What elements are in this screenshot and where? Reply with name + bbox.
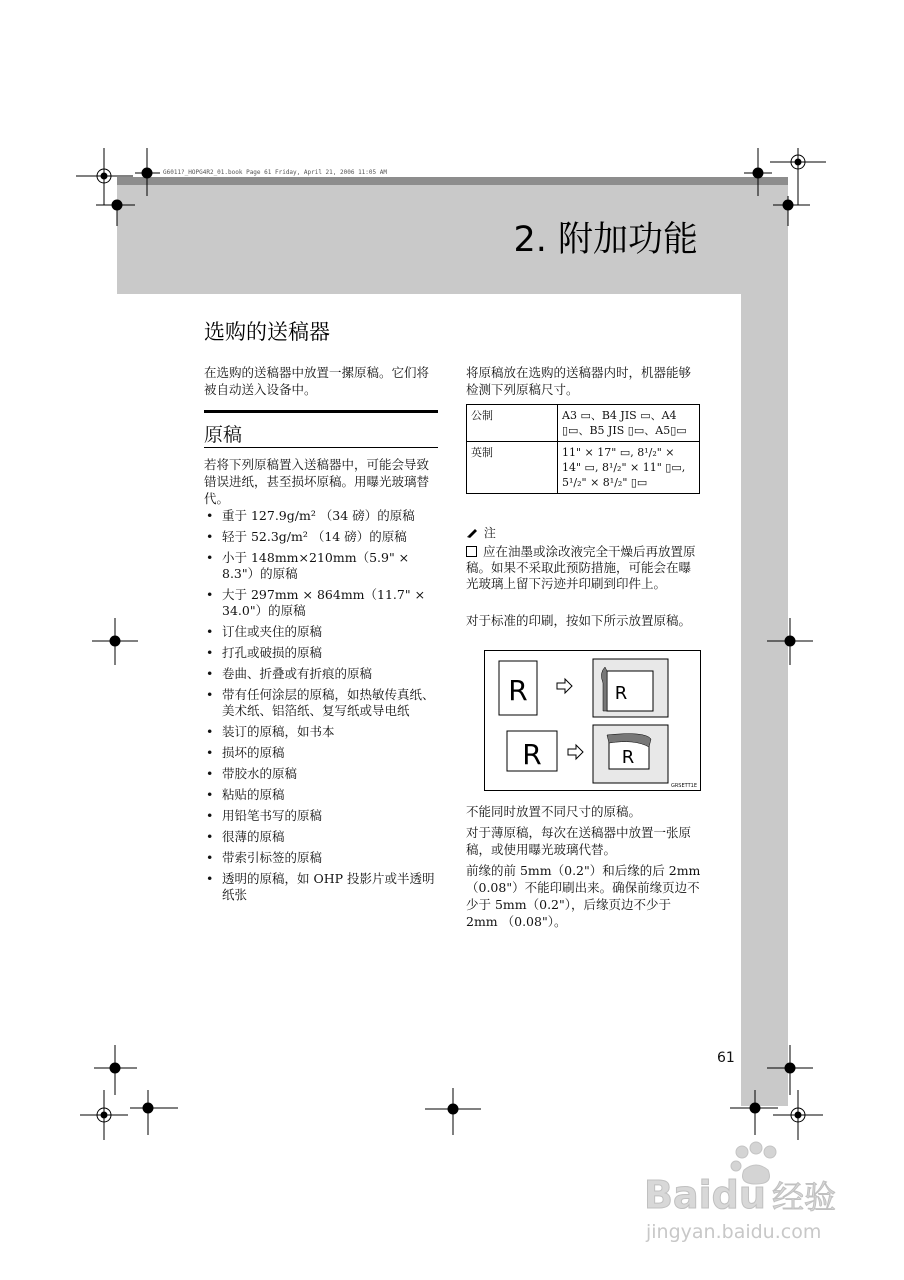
placed-letter-2: R (621, 747, 635, 768)
pencil-icon (466, 526, 480, 538)
crop-mark-bottom-right (730, 1045, 823, 1140)
arrow-icon (557, 679, 572, 693)
size-table (466, 404, 700, 494)
figure-code: GRSETT1E (670, 783, 697, 789)
table-cell-label: 英制 (467, 442, 558, 494)
placement-diagram (485, 651, 700, 790)
list-item: • 带有任何涂层的原稿，如热敏传真纸、美术纸、铝箔纸、复写纸或导电纸 (204, 687, 440, 719)
right-intro-paragraph: 将原稿放在选购的送稿器内时，机器能够检测下列原稿尺寸。 (466, 365, 692, 397)
bullet-list (204, 508, 440, 908)
table-cell-label: 公制 (467, 405, 558, 442)
watermark-brand: Baidu (644, 1173, 766, 1217)
placement-figure (484, 650, 701, 791)
list-item: • 用铅笔书写的原稿 (204, 808, 440, 824)
table-cell-value: A3 ▭、B4 JIS ▭、A4 ▯▭、B5 JIS ▯▭、A5▯▭ (558, 405, 700, 442)
print-info: G6011?_HOPG4R2_01.book Page 61 Friday, April 21, 2006 11:05 AM (163, 169, 387, 176)
list-item: • 带索引标签的原稿 (204, 850, 440, 866)
warning-paragraph: 若将下列原稿置入送稿器中，可能会导致错误进纸，甚至损坏原稿。用曝光玻璃替代。 (204, 457, 430, 506)
note-item (466, 544, 702, 592)
list-item: • 重于 127.9g/m² （34 磅）的原稿 (204, 508, 440, 524)
paragraph: 前缘的前 5mm（0.2"）和后缘的后 2mm（0.08"）不能印刷出来。确保前缘页边不少于 5mm（0.2"），后缘页边不少于 2mm （0.08"）。 (466, 863, 701, 929)
paragraph: 对于薄原稿，每次在送稿器中放置一张原稿，或使用曝光玻璃代替。 (466, 825, 692, 857)
list-item: • 小于 148mm×210mm（5.9" × 8.3"）的原稿 (204, 550, 440, 582)
standard-paragraph: 对于标准的印刷，按如下所示放置原稿。 (466, 613, 692, 628)
crop-mark-bottom-left (80, 1045, 178, 1140)
list-item: • 损坏的原稿 (204, 745, 440, 761)
subsection-title: 原稿 (204, 424, 243, 446)
crop-mark-left-middle (92, 618, 138, 665)
list-item: • 轻于 52.3g/m² （14 磅）的原稿 (204, 529, 440, 545)
chapter-title: 2. 附加功能 (513, 220, 698, 260)
list-item: • 带胶水的原稿 (204, 766, 440, 782)
list-item: • 卷曲、折叠或有折痕的原稿 (204, 666, 440, 682)
arrow-icon-2 (568, 745, 583, 759)
list-item: • 大于 297mm × 864mm（11.7" × 34.0"）的原稿 (204, 587, 440, 619)
table-row (467, 405, 700, 442)
list-item: • 订住或夹住的原稿 (204, 624, 440, 640)
watermark-url: jingyan.baidu.com (646, 1221, 822, 1243)
crop-mark-top-right (744, 148, 826, 226)
crop-mark-top-left (76, 148, 160, 226)
list-item: • 粘贴的原稿 (204, 787, 440, 803)
list-item: • 打孔或破损的原稿 (204, 645, 440, 661)
list-item: • 透明的原稿，如 OHP 投影片或半透明纸张 (204, 871, 440, 903)
list-item: • 装订的原稿，如书本 (204, 724, 440, 740)
list-item: • 很薄的原稿 (204, 829, 440, 845)
baidu-watermark (644, 1140, 844, 1250)
table-row (467, 442, 700, 494)
original-letter-2: R (522, 738, 542, 771)
checkbox-icon (466, 546, 477, 557)
note-label: 注 (483, 526, 496, 540)
original-letter-1: R (508, 674, 528, 707)
subsection-underline (204, 447, 438, 448)
subsection-rule (204, 410, 438, 413)
intro-paragraph: 在选购的送稿器中放置一摞原稿。它们将被自动送入设备中。 (204, 365, 430, 397)
crop-mark-right-middle (767, 618, 813, 665)
watermark-cn: 经验 (772, 1178, 837, 1216)
table-cell-value: 11" × 17" ▭, 8¹/₂" × 14" ▭, 8¹/₂" × 11" ▯▭, 5¹/₂" × 8¹/₂" ▯▭ (558, 442, 700, 494)
placed-letter-1: R (614, 683, 628, 704)
paragraph: 不能同时放置不同尺寸的原稿。 (466, 804, 642, 819)
note-heading (466, 524, 496, 541)
section-title: 选购的送稿器 (204, 320, 330, 344)
crop-mark-bottom-center (425, 1088, 481, 1135)
page-number: 61 (717, 1050, 735, 1066)
note-text: 应在油墨或涂改液完全干燥后再放置原稿。如果不采取此预防措施，可能会在曝光玻璃上留下污迹并印刷到印件上。 (466, 544, 696, 591)
